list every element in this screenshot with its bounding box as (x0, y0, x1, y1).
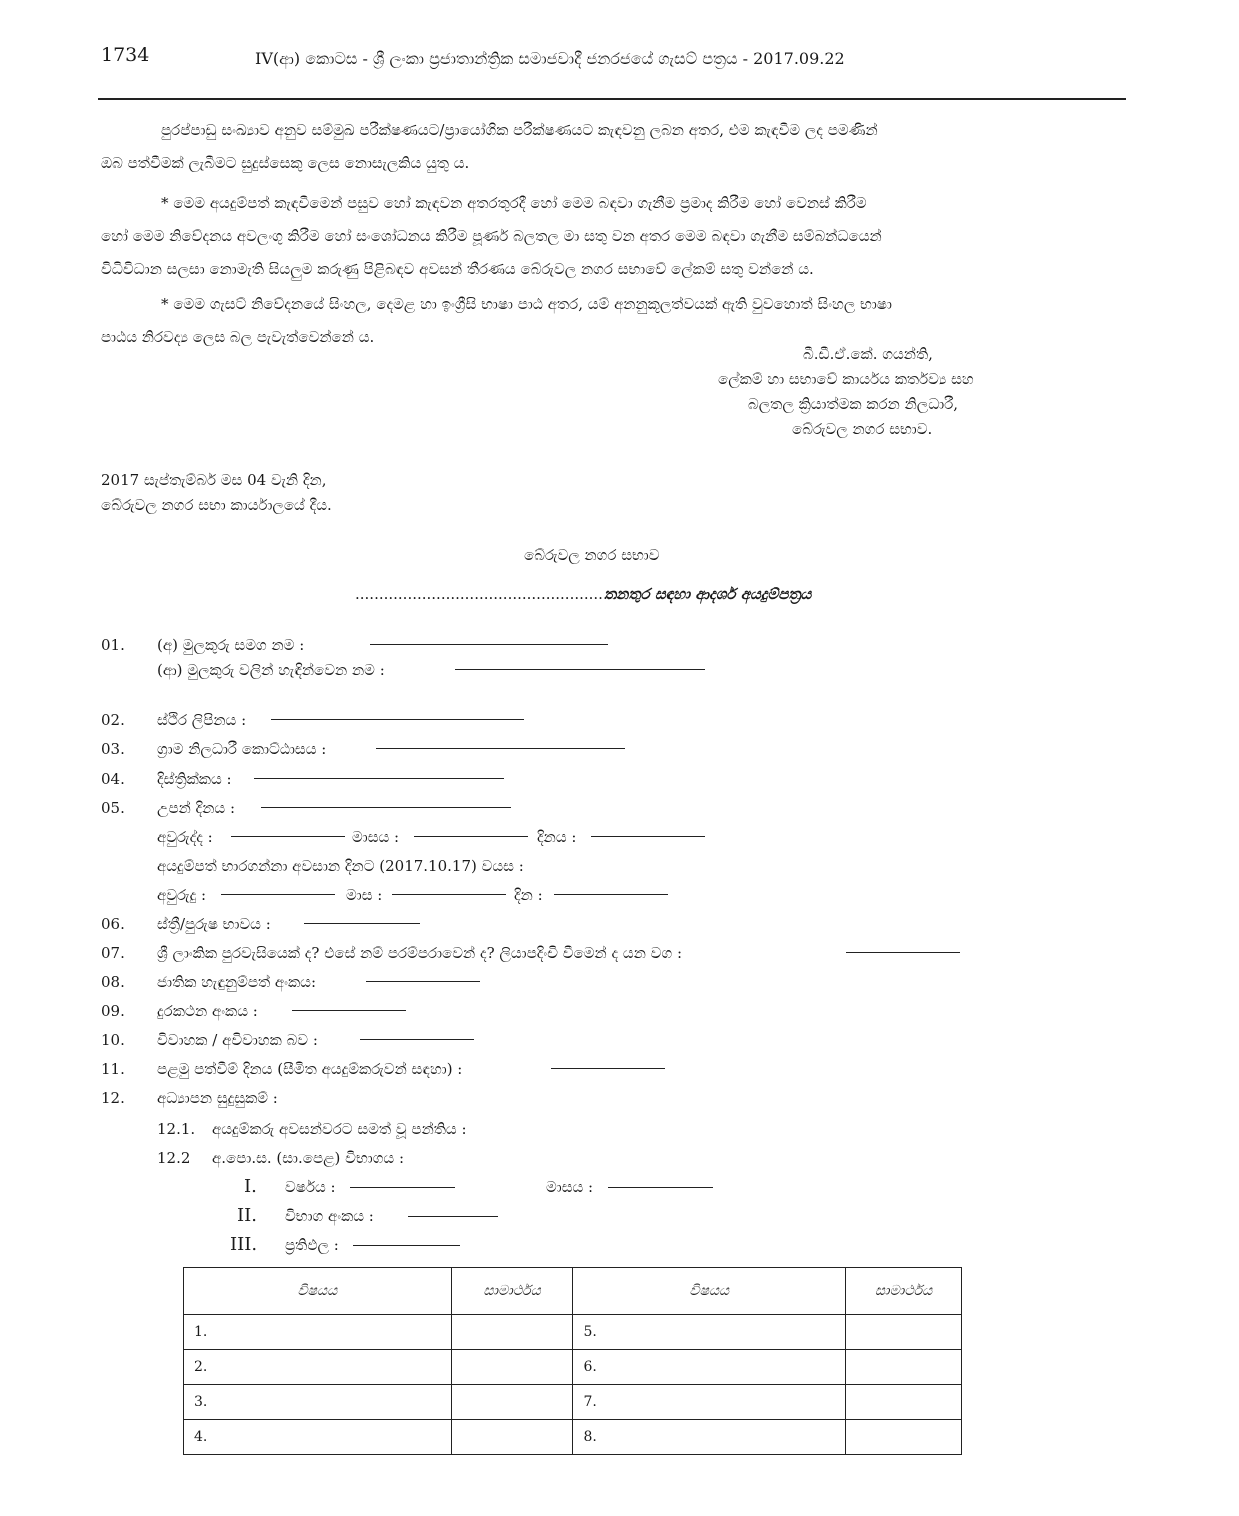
age-heading: අයදුම්පත් භාරගන්නා අවසාන දිනට (2017.10.17) වයස : (157, 857, 524, 875)
grade-cell[interactable] (451, 1315, 573, 1350)
paragraph-language (101, 288, 1123, 354)
field-number: 05. (101, 799, 125, 817)
paragraph-line: පුරප්පාඩු සංඛ්‍යාව අනුව සම්මුඛ පරීක්ෂණයට/ප්‍රායෝගික පරීක්ෂණයට කැඳවනු ලබන අතර, එම කැඳවීම ලද පමණින් (161, 121, 878, 139)
dob-year-label: අවුරුද්ද : (157, 828, 213, 846)
subject-cell[interactable]: 7. (573, 1385, 846, 1420)
education-label: අධ්‍යාපන සුදුසුකම් : (157, 1089, 278, 1107)
dob-year-field[interactable] (231, 836, 345, 837)
gender-field[interactable] (304, 923, 420, 924)
results-table (183, 1267, 962, 1455)
gazette-header: IV(ආ) කොටස - ශ්‍රී ලංකා ප්‍රජාතාන්ත්‍රික සමාජවාදී ජනරජයේ ගැසට් පත්‍රය - 2017.09.22 (255, 49, 845, 68)
column-header-grade: සාමාර්ථය (846, 1268, 962, 1315)
field-number: 02. (101, 711, 125, 729)
nic-label: ජාතික හැඳුනුම්පත් අංකය: (157, 973, 316, 991)
last-passed-grade-label: අයදුම්කරු අවසන්වරට සමත් වූ පන්තිය : (212, 1120, 467, 1138)
table-header-row (184, 1268, 962, 1315)
exam-month-label: මාසය : (546, 1178, 594, 1196)
grade-cell[interactable] (846, 1420, 962, 1455)
dob-month-field[interactable] (414, 836, 528, 837)
table-row (184, 1315, 962, 1350)
dob-day-label: දිනය : (537, 828, 577, 846)
field-number: 10. (101, 1031, 125, 1049)
subject-cell[interactable]: 8. (573, 1420, 846, 1455)
gn-division-label: ග්‍රාම නිලධාරී කොට්ඨාසය : (157, 740, 327, 758)
subject-cell[interactable]: 1. (184, 1315, 452, 1350)
citizenship-field[interactable] (846, 952, 960, 953)
paragraph-line: හෝ මෙම නිවේදනය අවලංගු කිරීම හෝ සංශෝධනය කිරීම පූර්ණ බලතල මා සතු වන අතර මෙම බඳවා ගැනීම සම්බන්ධයෙන් (101, 227, 882, 245)
grade-cell[interactable] (846, 1350, 962, 1385)
gender-label: ස්ත්‍රී/පුරුෂ භාවය : (157, 915, 271, 933)
paragraph-line: පාඨය නිරවද්‍ය ලෙස බල පැවැත්වෙන්නේ ය. (101, 328, 375, 346)
subfield-number: 12.2 (157, 1149, 191, 1167)
paragraph-line: * මෙම ගැසට් නිවේදනයේ සිංහල, දෙමළ හා ඉංග්‍රීසි භාෂා පාඨ අතර, යම් අනනුකූලත්වයක් ඇති වුවහොත් සිංහල භාෂා (161, 295, 892, 313)
column-header-subject: විෂයය (573, 1268, 846, 1315)
field-number: 01. (101, 636, 125, 654)
dob-field[interactable] (261, 807, 511, 808)
exam-index-field[interactable] (408, 1216, 498, 1217)
paragraph-line: ඔබ පත්වීමක් ලැබීමට සුදුස්සෙකු ලෙස නොසැලකිය යුතු ය. (101, 154, 470, 172)
field-number: 12. (101, 1089, 125, 1107)
citizenship-label: ශ්‍රී ලාංකික පුරවැසියෙක් ද? එසේ නම් පරම්පරාවෙන් ද? ලියාපදිංචි වීමෙන් ද යන වග : (157, 944, 682, 962)
paragraph-authority (101, 187, 1123, 286)
roman-number: I. (244, 1176, 257, 1197)
signatory-title: ලේකම් හා සභාවේ කාර්යය කර්තව්‍ය සහ (718, 370, 974, 388)
field-number: 07. (101, 944, 125, 962)
results-field[interactable] (353, 1245, 460, 1246)
exam-index-label: විභාග අංකය : (285, 1207, 374, 1225)
table-row (184, 1420, 962, 1455)
age-years-field[interactable] (221, 894, 335, 895)
subject-cell[interactable]: 6. (573, 1350, 846, 1385)
page-number: 1734 (101, 44, 150, 66)
age-days-field[interactable] (554, 894, 668, 895)
ol-exam-label: අ.පො.ස. (සා.පෙළ) විභාගය : (212, 1149, 405, 1167)
age-months-label: මාස : (346, 886, 383, 904)
table-row (184, 1385, 962, 1420)
marital-status-label: විවාහක / අවිවාහක බව : (157, 1031, 318, 1049)
grade-cell[interactable] (451, 1385, 573, 1420)
first-appointment-field[interactable] (551, 1068, 665, 1069)
subfield-number: 12.1. (157, 1120, 196, 1138)
district-label: දිස්ත්‍රික්කය : (157, 770, 232, 788)
paragraph-line: * මෙම අයදුම්පත් කැඳවීමෙන් පසුව හෝ කැඳවන අතරතුරදී හෝ මෙම බඳවා ගැනීම ප්‍රමාද කිරීම හෝ වෙනස් කිරීම (161, 194, 867, 212)
paragraph-line: විධිවිධාන සලසා නොමැති සියලුම කරුණු පිළිබඳව අවසන් තීරණය බේරුවල නගර සභාවේ ලේකම් සතු වන්නේ ය. (101, 260, 814, 278)
field-number: 04. (101, 770, 125, 788)
dob-day-field[interactable] (591, 836, 705, 837)
column-header-grade: සාමාර්ථය (451, 1268, 573, 1315)
name-with-initials-field[interactable] (370, 644, 608, 645)
phone-label: දුරකථන අංකය : (157, 1002, 258, 1020)
signatory-title: බලතල ක්‍රියාත්මක කරන නිලධාරී, (748, 395, 959, 413)
address-field[interactable] (271, 719, 524, 720)
paragraph-interview (101, 114, 1123, 180)
signatory-office: බේරුවල නගර සභාව. (792, 420, 933, 438)
phone-field[interactable] (292, 1010, 406, 1011)
grade-cell[interactable] (451, 1350, 573, 1385)
dob-month-label: මාසය : (352, 828, 400, 846)
nic-field[interactable] (366, 981, 480, 982)
subject-cell[interactable]: 4. (184, 1420, 452, 1455)
field-number: 08. (101, 973, 125, 991)
marital-status-field[interactable] (360, 1039, 474, 1040)
name-denoted-label: (ආ) මුලකුරු වලින් හැඳින්වෙන නම : (157, 661, 385, 679)
column-header-subject: විෂයය (184, 1268, 452, 1315)
age-days-label: දින : (514, 886, 543, 904)
grade-cell[interactable] (451, 1420, 573, 1455)
post-dots: ........................................................ (355, 585, 623, 603)
exam-year-field[interactable] (350, 1187, 455, 1188)
field-number: 03. (101, 740, 125, 758)
age-years-label: අවුරුදු : (157, 886, 207, 904)
district-field[interactable] (254, 778, 504, 779)
issue-date: 2017 සැප්තැම්බර් මස 04 වැනි දින, (101, 471, 327, 489)
exam-year-label: වර්ෂය : (285, 1178, 336, 1196)
subject-cell[interactable]: 5. (573, 1315, 846, 1350)
roman-number: II. (237, 1205, 257, 1226)
issue-place: බේරුවල නගර සභා කාර්යාලයේ දීය. (101, 496, 332, 514)
table-row (184, 1350, 962, 1385)
address-label: ස්ථිර ලිපිනය : (157, 711, 247, 729)
field-number: 06. (101, 915, 125, 933)
name-with-initials-label: (අ) මුලකුරු සමග නම : (157, 636, 305, 654)
header-rule (98, 98, 1126, 100)
field-number: 09. (101, 1002, 125, 1020)
first-appointment-label: පළමු පත්වීම් දිනය (සීමිත අයදුම්කරුවන් සඳහා) : (157, 1060, 463, 1078)
field-number: 11. (101, 1060, 125, 1078)
age-months-field[interactable] (392, 894, 506, 895)
grade-cell[interactable] (846, 1315, 962, 1350)
exam-month-field[interactable] (608, 1187, 713, 1188)
grade-cell[interactable] (846, 1385, 962, 1420)
name-denoted-field[interactable] (455, 669, 705, 670)
dob-label: උපන් දිනය : (157, 799, 235, 817)
roman-number: III. (230, 1234, 258, 1255)
council-name: බේරුවල නගර සභාව (524, 546, 660, 564)
form-title: තනතුර සඳහා ආදර්ශ අයදුම්පත්‍රය (604, 585, 812, 603)
gn-division-field[interactable] (376, 748, 625, 749)
signatory-name: බී.ඩී.ඒ.කේ. ගයන්ති, (803, 345, 933, 363)
subject-cell[interactable]: 3. (184, 1385, 452, 1420)
results-label: ප්‍රතිඵල : (285, 1236, 339, 1254)
subject-cell[interactable]: 2. (184, 1350, 452, 1385)
